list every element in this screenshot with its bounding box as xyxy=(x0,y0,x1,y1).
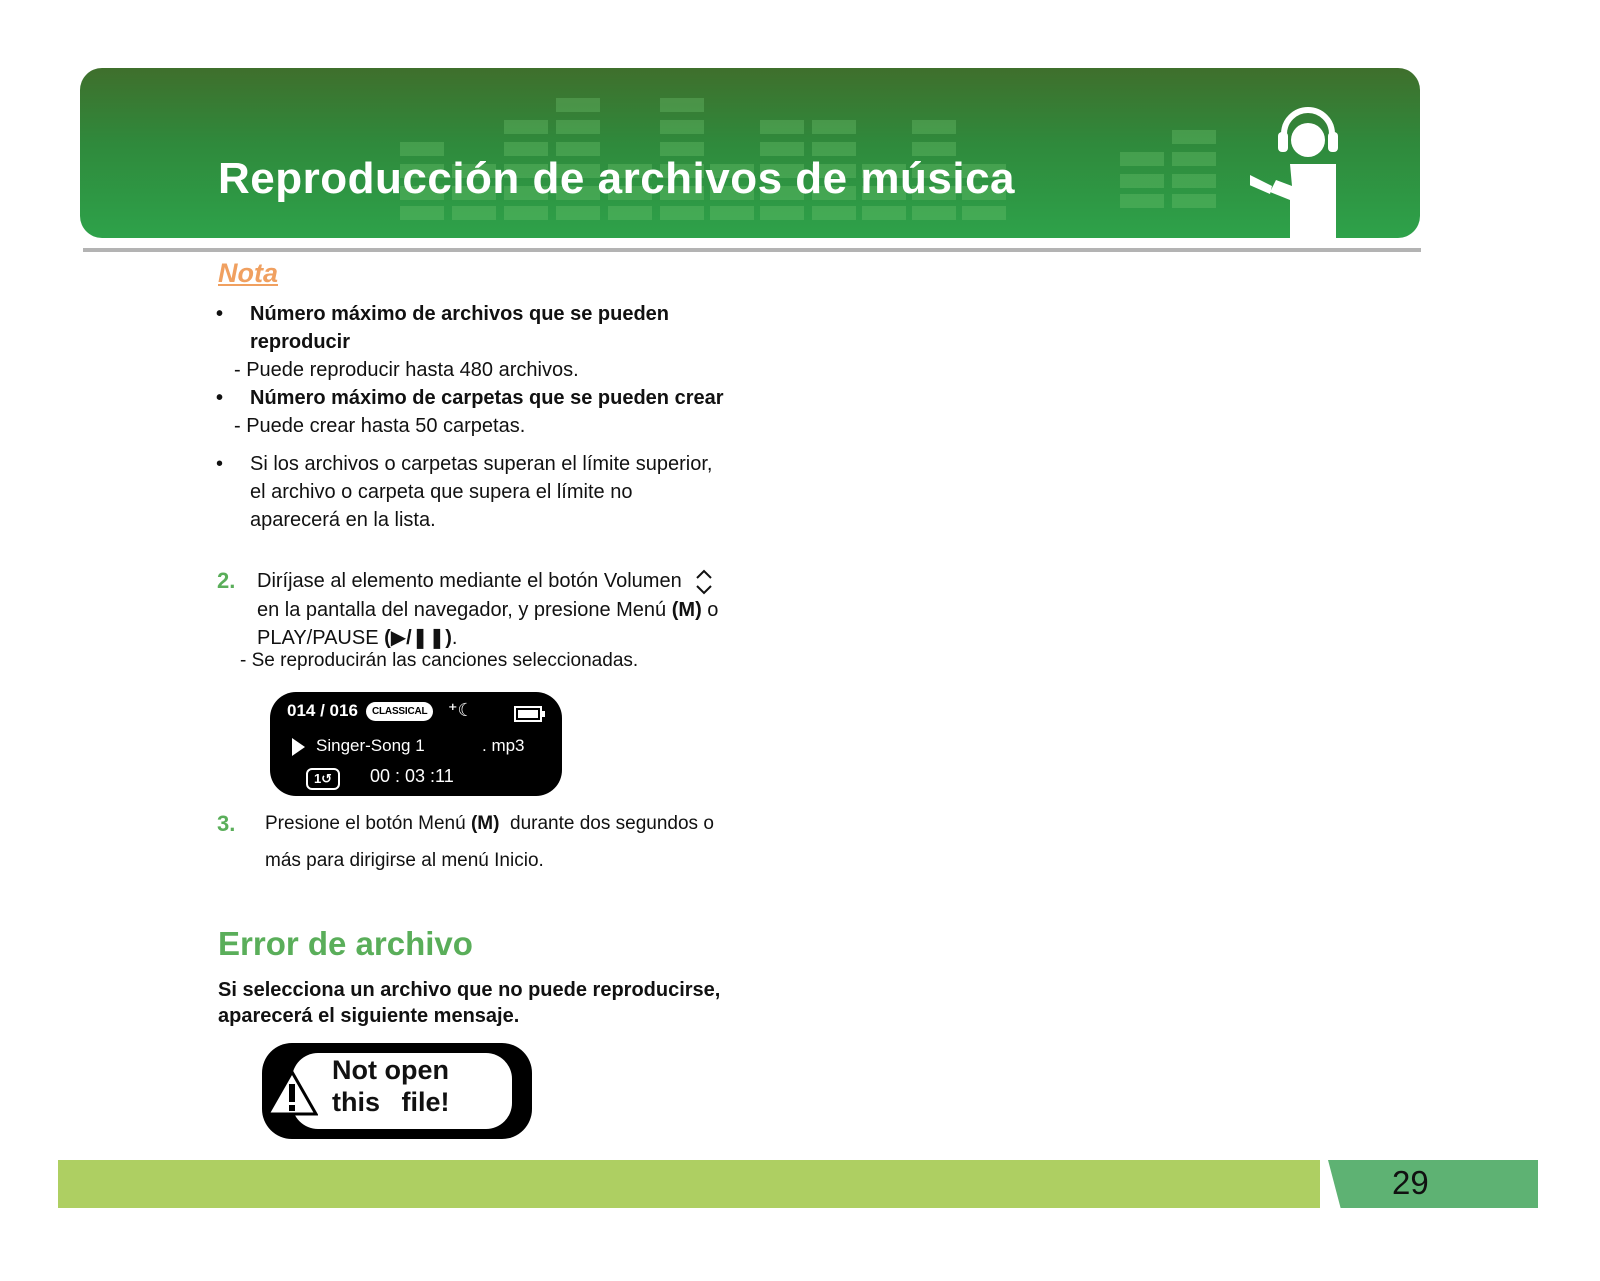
header-banner xyxy=(80,68,1420,238)
step-number: 2. xyxy=(217,568,236,593)
list-item xyxy=(214,450,774,534)
page-number-tab xyxy=(1328,1160,1538,1208)
description-line: Si selecciona un archivo que no puede reproducirse, xyxy=(218,979,721,1001)
step-text: más para dirigirse al menú Inicio. xyxy=(265,850,544,871)
list-item-title: Número máximo de archivos que se pueden xyxy=(250,303,670,325)
step-2-note: - Se reproducirán las canciones seleccionadas. xyxy=(240,650,639,671)
genre-badge: CLASSICAL xyxy=(366,702,433,721)
step-text: Presione el botón Menú xyxy=(265,813,466,834)
error-message-line: this file! xyxy=(332,1087,450,1117)
list-item xyxy=(214,384,774,412)
page-title: Reproducción de archivos de música xyxy=(218,154,1016,203)
note-heading: Nota xyxy=(218,258,278,288)
menu-key-label: (M) xyxy=(470,813,500,834)
up-down-chevron-icon xyxy=(695,568,713,596)
step-number: 3. xyxy=(217,811,236,836)
step-text: . xyxy=(451,626,458,649)
sleep-timer-icon: ⁺☾ xyxy=(448,700,474,720)
list-item-detail: - Puede crear hasta 50 carpetas. xyxy=(234,415,526,437)
list-item-title: reproducir xyxy=(250,331,351,353)
note-list xyxy=(214,300,774,534)
player-screen xyxy=(270,692,562,796)
battery-icon xyxy=(514,706,542,722)
step-2 xyxy=(217,567,777,652)
list-item-text: el archivo o carpeta que supera el límite no xyxy=(250,481,633,503)
list-item-title: Número máximo de carpetas que se pueden crear xyxy=(250,387,724,409)
step-text: Diríjase al elemento mediante el botón Volumen xyxy=(257,570,682,592)
list-item-text: aparecerá en la lista. xyxy=(250,509,436,531)
header-divider xyxy=(83,248,1421,252)
warning-triangle-icon xyxy=(266,1069,318,1117)
bullet-icon: • xyxy=(216,387,224,409)
equalizer-pattern xyxy=(80,68,1420,238)
error-message-line: Not open xyxy=(332,1055,449,1085)
step-text: durante dos segundos o xyxy=(510,813,714,834)
repeat-one-icon: 1↺ xyxy=(306,768,340,790)
step-3 xyxy=(217,805,777,879)
play-pause-key-label: (▶/❚❚) xyxy=(384,626,452,649)
bullet-icon: • xyxy=(216,453,224,475)
section-description xyxy=(218,977,778,1029)
step-text: PLAY/PAUSE xyxy=(257,626,379,649)
list-item xyxy=(214,300,774,356)
headphone-listener-icon xyxy=(1250,100,1390,240)
file-extension: . mp3 xyxy=(482,736,525,755)
step-text: o xyxy=(707,598,719,621)
play-icon xyxy=(292,738,305,756)
error-message-screen xyxy=(262,1043,532,1139)
list-item-text: Si los archivos o carpetas superan el límite superior, xyxy=(250,453,713,475)
description-line: aparecerá el siguiente mensaje. xyxy=(218,1005,520,1027)
step-text: en la pantalla del navegador, y presione Menú xyxy=(257,598,667,621)
bullet-icon: • xyxy=(216,303,224,325)
song-title: Singer-Song 1 xyxy=(316,736,425,755)
elapsed-time: 00 : 03 :11 xyxy=(370,766,454,786)
menu-key-label: (M) xyxy=(671,598,702,621)
section-heading: Error de archivo xyxy=(218,925,473,962)
page-number: 29 xyxy=(1392,1164,1429,1201)
track-counter: 014 / 016 xyxy=(287,701,358,720)
footer-bar xyxy=(58,1160,1320,1208)
list-item-detail: - Puede reproducir hasta 480 archivos. xyxy=(234,359,579,381)
